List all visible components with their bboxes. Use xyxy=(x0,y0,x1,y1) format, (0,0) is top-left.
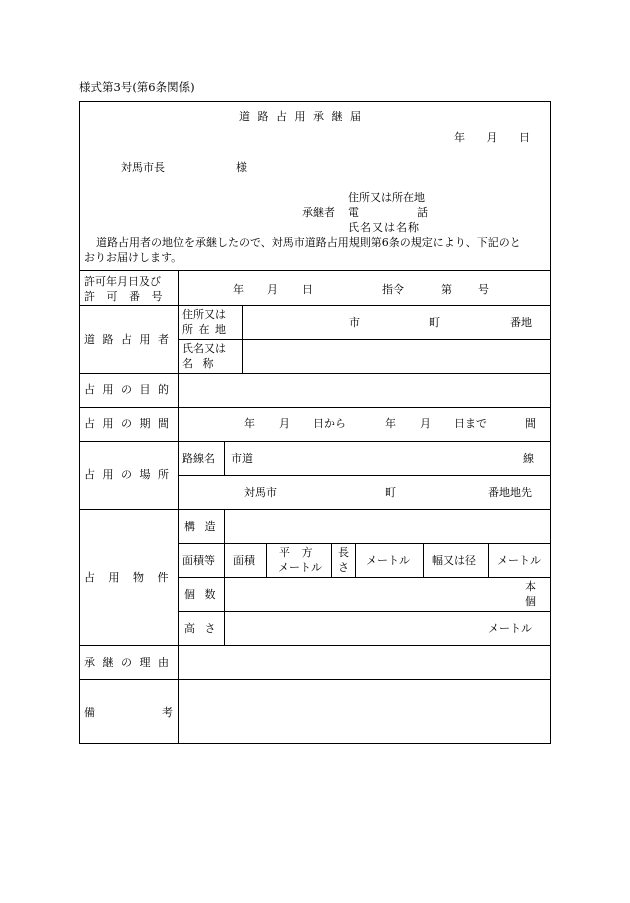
divider-count xyxy=(178,611,551,612)
occupant-address-banchi: 番地 xyxy=(510,316,532,329)
occupant-name-label-1: 氏名又は xyxy=(182,342,226,355)
area-divider-5 xyxy=(488,543,489,577)
addressee: 対馬市長 xyxy=(121,161,165,174)
place-banchi-saki: 番地地先 xyxy=(488,486,532,499)
period-label: 占 用 の 期 間 xyxy=(84,417,171,430)
occupant-sub-divider xyxy=(242,305,243,373)
permit-year: 年 xyxy=(233,283,244,296)
permit-directive: 指令 xyxy=(382,283,404,296)
place-label: 占 用 の 場 所 xyxy=(84,468,171,481)
date-line: 年 月 日 xyxy=(454,131,530,144)
remarks-label-right: 考 xyxy=(162,706,173,719)
height-unit: メートル xyxy=(488,622,532,635)
honorific: 様 xyxy=(236,161,247,174)
area-label: 面積 xyxy=(233,554,255,567)
divider-period xyxy=(79,441,551,442)
purpose-label: 占 用 の 目 的 xyxy=(84,383,171,396)
period-month-1: 月 xyxy=(279,417,290,430)
permit-dai: 第 xyxy=(441,283,452,296)
divider-area xyxy=(178,577,551,578)
area-group-label: 面積等 xyxy=(182,554,215,567)
divider-permit xyxy=(79,305,551,306)
divider-structure xyxy=(178,543,551,544)
period-day-1: 日から xyxy=(313,417,346,430)
objects-sub-divider xyxy=(224,509,225,645)
form-title: 道 路 占 用 承 継 届 xyxy=(239,110,363,123)
length-label-2: さ xyxy=(338,561,349,574)
occupant-address-shi: 市 xyxy=(349,316,360,329)
occupant-label: 道 路 占 用 者 xyxy=(84,333,171,346)
divider-reason xyxy=(79,679,551,680)
occupant-name-label-2: 名 称 xyxy=(182,357,217,370)
count-unit-hon: 本 xyxy=(525,580,536,593)
count-label: 個 数 xyxy=(184,588,219,601)
width-label: 幅又は径 xyxy=(432,554,476,567)
occupant-address-label-1: 住所又は xyxy=(182,308,226,321)
remarks-label-left: 備 xyxy=(84,706,95,719)
period-day-2: 日まで xyxy=(454,417,487,430)
permit-label-line2: 許 可 番 号 xyxy=(84,290,167,303)
area-divider-2 xyxy=(331,543,332,577)
permit-month: 月 xyxy=(267,283,278,296)
permit-day: 日 xyxy=(302,283,313,296)
length-unit: メートル xyxy=(366,554,410,567)
successor-address-label: 住所又は所在地 xyxy=(348,191,425,204)
divider-purpose xyxy=(79,407,551,408)
successor-phone-label-right: 話 xyxy=(417,206,428,219)
area-divider-1 xyxy=(266,543,267,577)
body-text-line1: 道路占用者の地位を承継したので、対馬市道路占用規則第6条の規定により、下記のと xyxy=(96,236,521,249)
divider-occupant-mid xyxy=(178,339,551,340)
count-unit-ko: 個 xyxy=(525,595,536,608)
divider-objects xyxy=(79,645,551,646)
route-line: 線 xyxy=(523,452,534,465)
square-label-2: メートル xyxy=(278,561,322,574)
period-month-2: 月 xyxy=(420,417,431,430)
occupant-address-label-2: 所 在 地 xyxy=(182,323,227,336)
objects-label: 占 用 物 件 xyxy=(84,571,174,584)
area-divider-3 xyxy=(355,543,356,577)
label-column-divider xyxy=(178,270,179,744)
period-ma: 間 xyxy=(525,417,536,430)
route-sub-divider xyxy=(224,441,225,475)
period-year-2: 年 xyxy=(385,417,396,430)
place-town: 町 xyxy=(385,486,396,499)
area-divider-4 xyxy=(423,543,424,577)
period-year-1: 年 xyxy=(244,417,255,430)
body-text-line2: おりお届けします。 xyxy=(84,251,183,264)
permit-go: 号 xyxy=(478,283,489,296)
successor-label: 承継者 xyxy=(302,206,335,219)
place-city: 対馬市 xyxy=(244,486,277,499)
structure-label: 構 造 xyxy=(184,520,219,533)
divider-place xyxy=(79,509,551,510)
width-unit: メートル xyxy=(497,554,541,567)
route-name-label: 路線名 xyxy=(182,452,215,465)
divider-place-mid xyxy=(178,475,551,476)
occupant-address-machi: 町 xyxy=(429,316,440,329)
reason-label: 承 継 の 理 由 xyxy=(84,656,171,669)
square-label-1: 平 方 xyxy=(279,546,317,559)
successor-name-label: 氏名又は名称 xyxy=(348,221,420,234)
height-label: 高 さ xyxy=(184,622,219,635)
length-label-1: 長 xyxy=(338,546,349,559)
divider-header xyxy=(79,270,551,271)
divider-occupant xyxy=(79,373,551,374)
form-number-label: 様式第3号(第6条関係) xyxy=(79,80,195,94)
successor-phone-label-left: 電 xyxy=(348,206,359,219)
route-road: 市道 xyxy=(231,452,253,465)
permit-label-line1: 許可年月日及び xyxy=(84,275,161,288)
